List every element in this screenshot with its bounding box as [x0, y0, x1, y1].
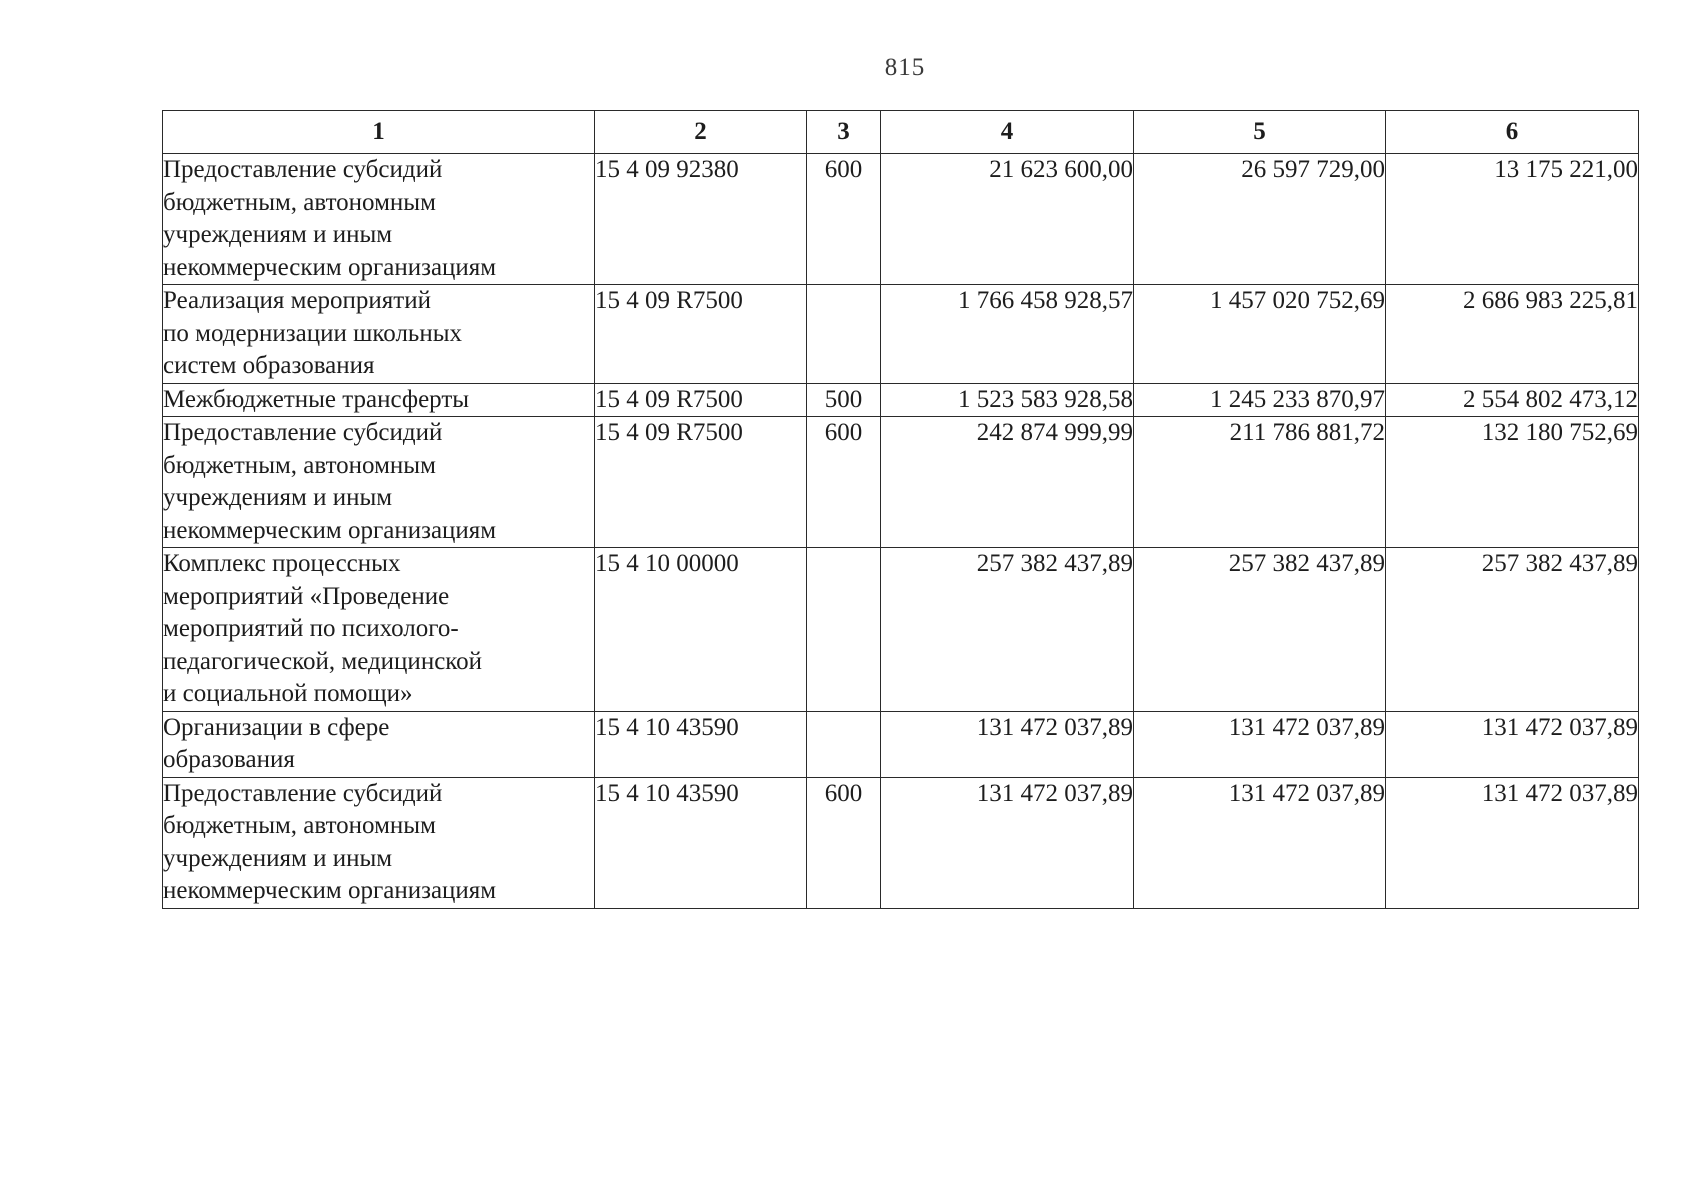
row-name-line: мероприятий по психолого- — [163, 615, 459, 642]
amount-col-6-cell: 13 175 221,00 — [1386, 154, 1639, 285]
table-header-row — [163, 111, 1639, 154]
amount-col-6-cell: 2 686 983 225,81 — [1386, 285, 1639, 384]
expense-type-cell: 500 — [807, 383, 881, 417]
amount-col-5-cell: 131 472 037,89 — [1134, 711, 1386, 777]
table-row — [163, 777, 1639, 908]
row-name-line: по модернизации школьных — [163, 319, 463, 347]
target-article-code-cell: 15 4 09 92380 — [595, 154, 807, 285]
table-row — [163, 285, 1639, 384]
amount-col-5-cell: 1 245 233 870,97 — [1134, 383, 1386, 417]
row-name-line: бюджетным, автономным — [163, 451, 436, 479]
row-name-line: систем образования — [163, 352, 375, 379]
amount-col-5-cell: 211 786 881,72 — [1134, 417, 1386, 548]
row-name-cell — [163, 711, 595, 777]
row-name-line: бюджетным, автономным — [163, 812, 436, 839]
amount-col-5-cell: 1 457 020 752,69 — [1134, 285, 1386, 384]
row-name-cell — [163, 417, 595, 548]
amount-col-4-cell: 21 623 600,00 — [881, 154, 1134, 285]
column-header-2: 2 — [595, 111, 807, 154]
expense-type-cell: 600 — [807, 777, 881, 908]
target-article-code-cell: 15 4 10 43590 — [595, 711, 807, 777]
amount-col-6-cell: 131 472 037,89 — [1386, 777, 1639, 908]
row-name-line: Комплекс процессных — [163, 550, 401, 577]
row-name-line: учреждениям и иным — [163, 844, 393, 872]
row-name-cell — [163, 285, 595, 384]
amount-col-4-cell: 242 874 999,99 — [881, 417, 1134, 548]
target-article-code-cell: 15 4 10 00000 — [595, 548, 807, 712]
expense-type-cell — [807, 711, 881, 777]
row-name-line: образования — [163, 746, 295, 773]
amount-col-5-cell: 257 382 437,89 — [1134, 548, 1386, 712]
row-name-line: Организации в сфере — [163, 713, 390, 741]
table-row — [163, 711, 1639, 777]
row-name-cell — [163, 154, 595, 285]
table-row — [163, 417, 1639, 548]
expense-type-cell — [807, 548, 881, 712]
amount-col-6-cell: 2 554 802 473,12 — [1386, 383, 1639, 417]
expense-type-cell — [807, 285, 881, 384]
target-article-code-cell: 15 4 09 R7500 — [595, 417, 807, 548]
amount-col-4-cell: 1 766 458 928,57 — [881, 285, 1134, 384]
row-name-cell — [163, 777, 595, 908]
amount-col-6-cell: 257 382 437,89 — [1386, 548, 1639, 712]
row-name-line: и социальной помощи» — [163, 680, 413, 707]
row-name-cell — [163, 548, 595, 712]
target-article-code-cell: 15 4 09 R7500 — [595, 383, 807, 417]
row-name-line: Предоставление субсидий — [163, 779, 443, 807]
row-name-line: некоммерческим организациям — [163, 877, 497, 904]
amount-col-5-cell: 131 472 037,89 — [1134, 777, 1386, 908]
target-article-code-cell: 15 4 09 R7500 — [595, 285, 807, 384]
row-name-line: Реализация мероприятий — [163, 287, 431, 314]
amount-col-6-cell: 132 180 752,69 — [1386, 417, 1639, 548]
row-name-line: Межбюджетные трансферты — [163, 385, 470, 413]
row-name-line: некоммерческим организациям — [163, 253, 497, 281]
amount-col-6-cell: 131 472 037,89 — [1386, 711, 1639, 777]
table-row — [163, 154, 1639, 285]
row-name-line: Предоставление субсидий — [163, 156, 443, 183]
expense-type-cell: 600 — [807, 154, 881, 285]
amount-col-5-cell: 26 597 729,00 — [1134, 154, 1386, 285]
amount-col-4-cell: 1 523 583 928,58 — [881, 383, 1134, 417]
table-row — [163, 383, 1639, 417]
column-header-1: 1 — [163, 111, 595, 154]
expense-type-cell: 600 — [807, 417, 881, 548]
column-header-5: 5 — [1134, 111, 1386, 154]
table-row — [163, 548, 1639, 712]
row-name-line: учреждениям и иным — [163, 221, 393, 248]
budget-table — [162, 110, 1639, 909]
column-header-6: 6 — [1386, 111, 1639, 154]
row-name-line: некоммерческим организациям — [163, 516, 497, 544]
amount-col-4-cell: 257 382 437,89 — [881, 548, 1134, 712]
page-number: 815 — [884, 54, 926, 81]
row-name-line: бюджетным, автономным — [163, 188, 436, 216]
target-article-code-cell: 15 4 10 43590 — [595, 777, 807, 908]
column-header-4: 4 — [881, 111, 1134, 154]
column-header-3: 3 — [807, 111, 881, 154]
amount-col-4-cell: 131 472 037,89 — [881, 711, 1134, 777]
row-name-line: учреждениям и иным — [163, 484, 393, 511]
row-name-line: Предоставление субсидий — [163, 419, 443, 446]
row-name-cell — [163, 383, 595, 417]
row-name-line: мероприятий «Проведение — [163, 582, 450, 610]
amount-col-4-cell: 131 472 037,89 — [881, 777, 1134, 908]
row-name-line: педагогической, медицинской — [163, 647, 483, 675]
